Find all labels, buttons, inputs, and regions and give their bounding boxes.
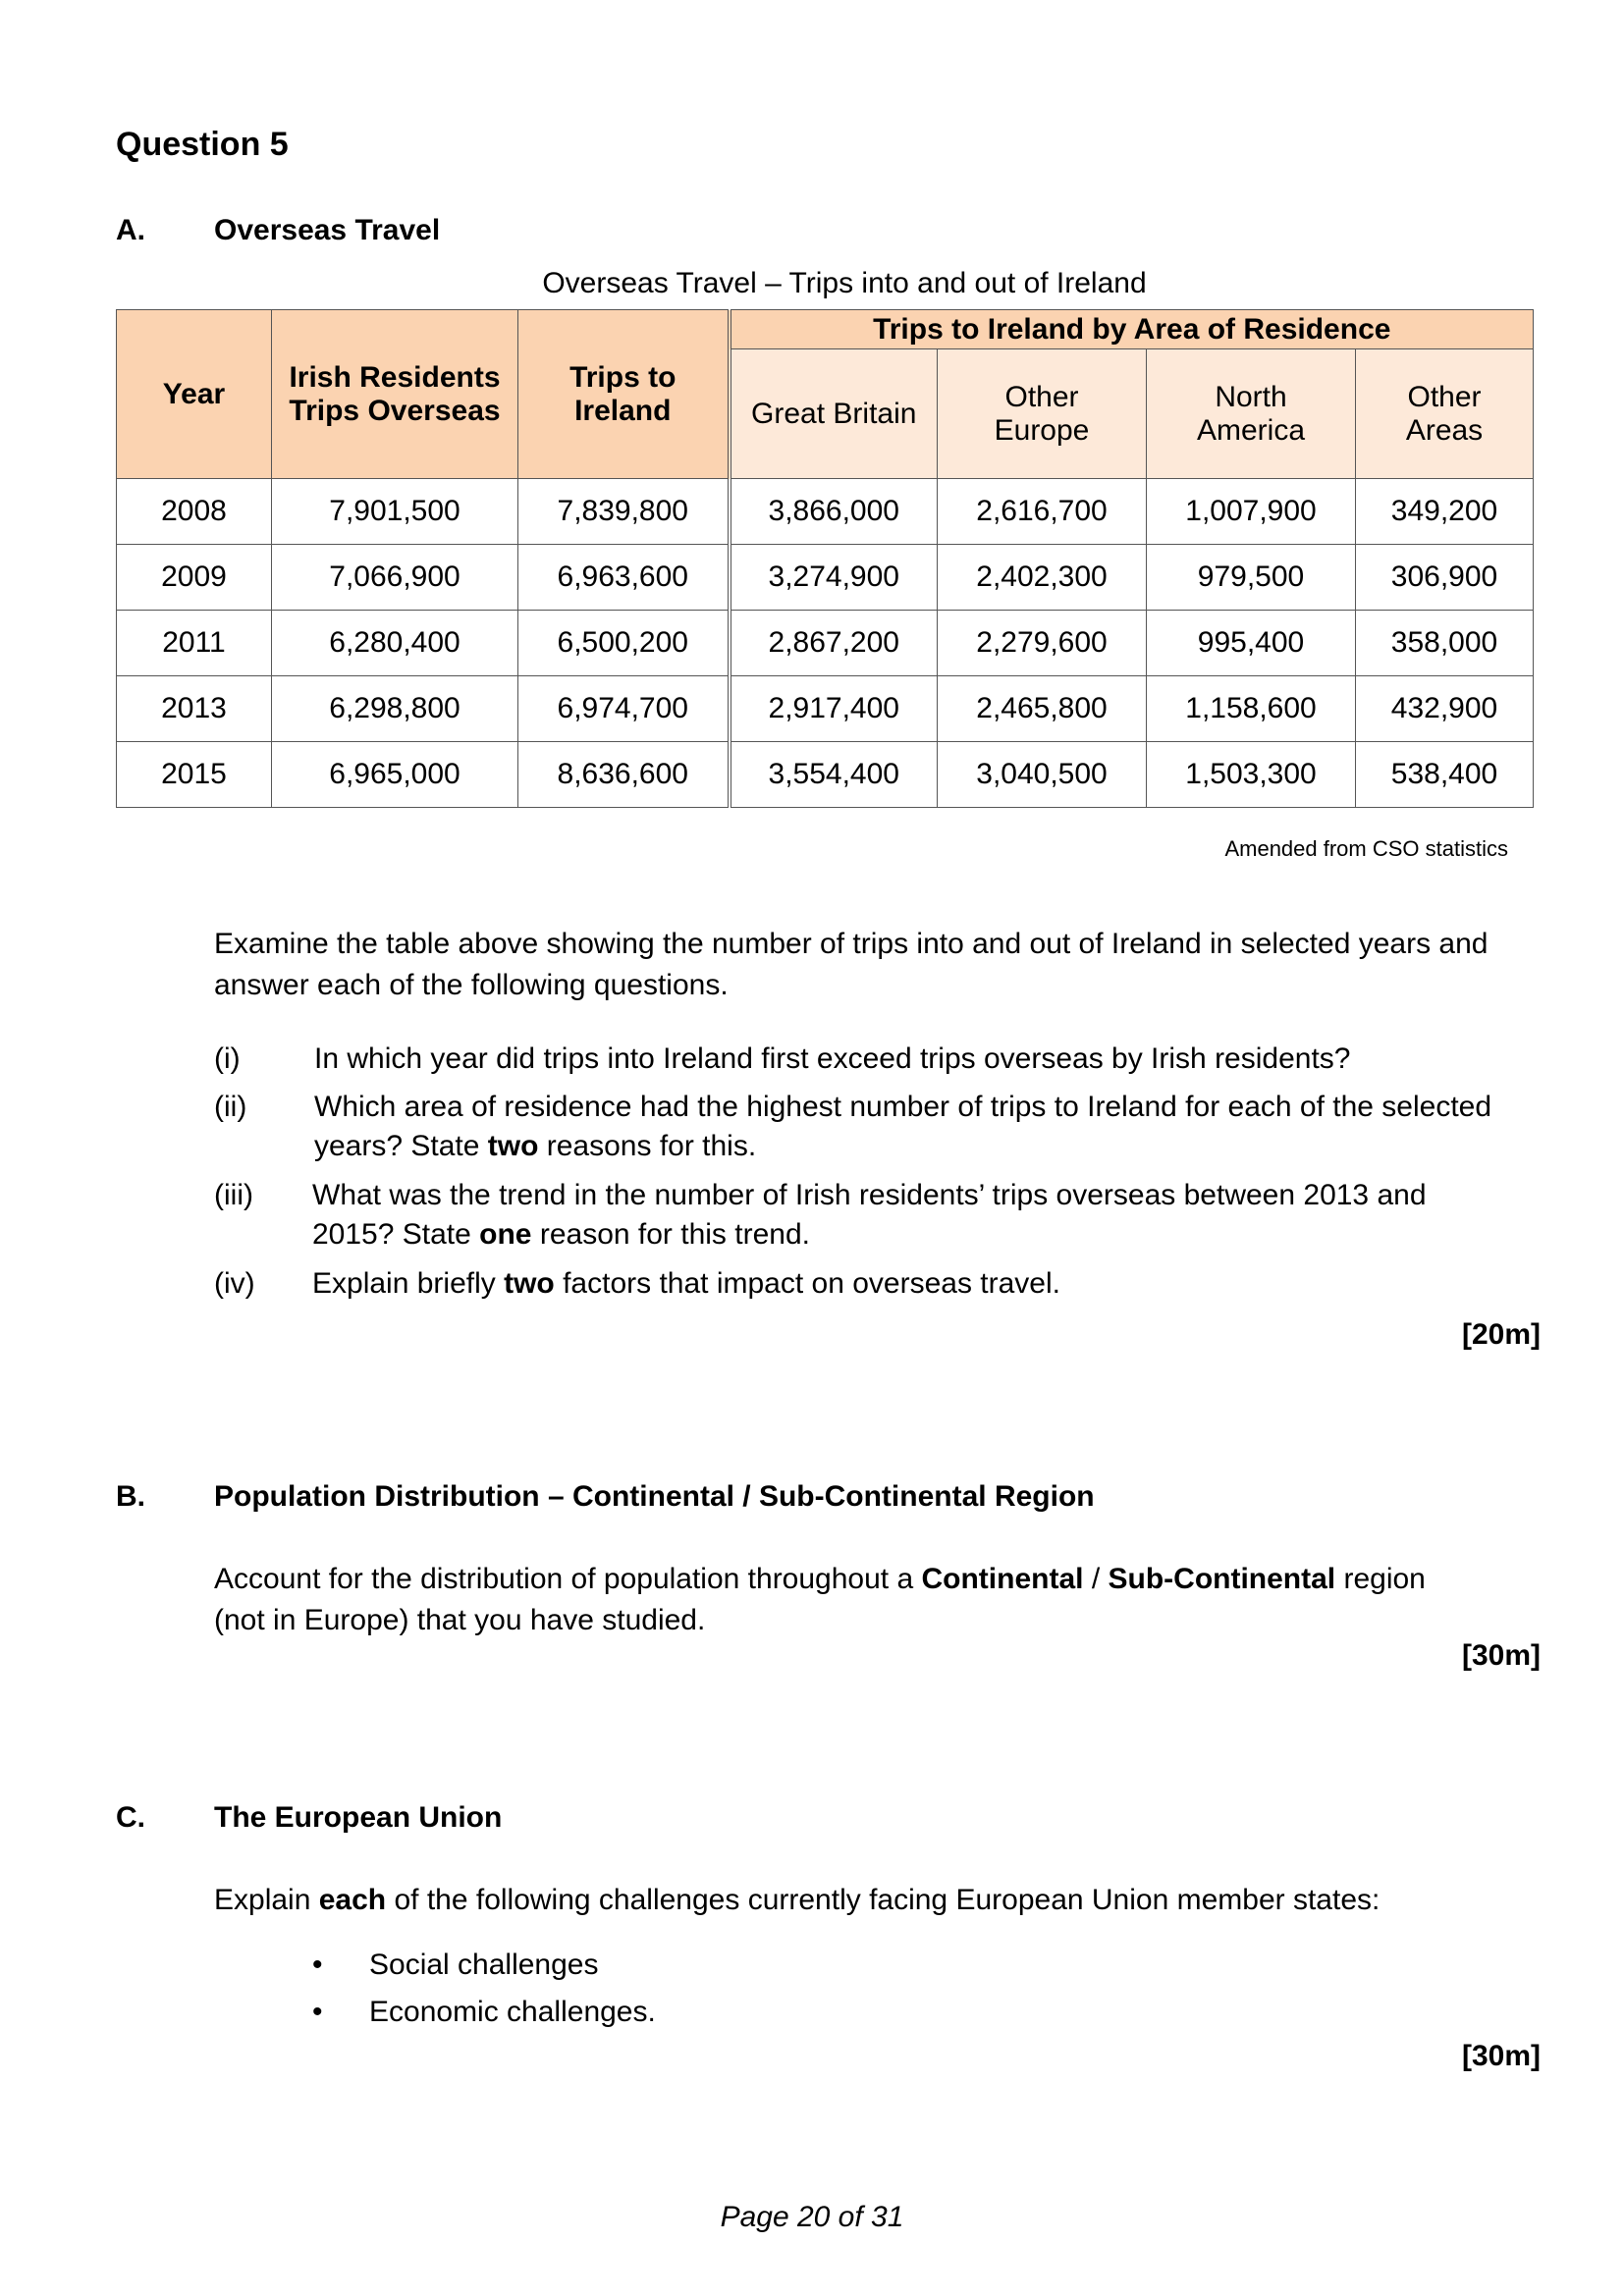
cell-other-europe: 2,279,600 [938, 611, 1147, 676]
section-c-text: Explain each of the following challenges currently facing European Union member states: [214, 1884, 1380, 1916]
section-a-marks: [20m] [1461, 1318, 1541, 1351]
section-c-letter: C. [116, 1801, 145, 1834]
cell-north-america: 1,503,300 [1147, 742, 1356, 808]
cell-north-america: 1,158,600 [1147, 676, 1356, 742]
section-b-text-line-2: (not in Europe) that you have studied. [214, 1604, 706, 1636]
cell-other-areas: 349,200 [1356, 479, 1534, 545]
cell-north-america: 979,500 [1147, 545, 1356, 611]
intro-line-1: Examine the table above showing the number of trips into and out of Ireland in selected years and [214, 928, 1489, 960]
cell-other-europe: 2,402,300 [938, 545, 1147, 611]
cell-other-areas: 432,900 [1356, 676, 1534, 742]
cell-other-areas: 306,900 [1356, 545, 1534, 611]
bullet-item: Economic challenges. [369, 1996, 656, 2028]
table-source-note: Amended from CSO statistics [1224, 836, 1508, 861]
cell-trips-to-ireland: 7,839,800 [518, 479, 730, 545]
cell-other-areas: 358,000 [1356, 611, 1534, 676]
question-text: In which year did trips into Ireland first exceed trips overseas by Irish residents? [314, 1042, 1351, 1075]
header-other-europe: Other Europe [938, 349, 1147, 479]
header-great-britain: Great Britain [730, 349, 938, 479]
section-c-marks: [30m] [1461, 2040, 1541, 2072]
cell-great-britain: 3,554,400 [730, 742, 938, 808]
section-a-letter: A. [116, 214, 145, 246]
section-a-title: Overseas Travel [214, 214, 441, 246]
bullet-icon: • [312, 1996, 323, 2028]
question-number: (iii) [214, 1179, 253, 1211]
cell-great-britain: 3,866,000 [730, 479, 938, 545]
question-text: What was the trend in the number of Irish residents’ trips overseas between 2013 and [312, 1179, 1427, 1211]
bullet-icon: • [312, 1949, 323, 1981]
cell-trips-to-ireland: 8,636,600 [518, 742, 730, 808]
table-row [117, 676, 1534, 742]
intro-line-2: answer each of the following questions. [214, 969, 729, 1001]
bullet-item: Social challenges [369, 1949, 599, 1981]
question-text: Which area of residence had the highest number of trips to Ireland for each of the selected [314, 1091, 1492, 1123]
cell-other-europe: 3,040,500 [938, 742, 1147, 808]
cell-other-europe: 2,616,700 [938, 479, 1147, 545]
cell-trips-to-ireland: 6,963,600 [518, 545, 730, 611]
table-row [117, 611, 1534, 676]
cell-trips-to-ireland: 6,500,200 [518, 611, 730, 676]
question-number: (i) [214, 1042, 241, 1075]
question-number: (ii) [214, 1091, 247, 1123]
cell-year: 2015 [117, 742, 272, 808]
section-b-marks: [30m] [1461, 1639, 1541, 1672]
question-text-line-2: years? State two reasons for this. [314, 1130, 757, 1162]
cell-year: 2011 [117, 611, 272, 676]
header-trips-to-ireland: Trips to Ireland [518, 310, 730, 479]
cell-irish-residents: 7,901,500 [272, 479, 518, 545]
question-number: (iv) [214, 1267, 255, 1300]
page-footer: Page 20 of 31 [720, 2201, 904, 2233]
section-b-text-line-1: Account for the distribution of population throughout a Continental / Sub-Continental region [214, 1563, 1426, 1595]
table-caption: Overseas Travel – Trips into and out of Ireland [542, 267, 1147, 299]
cell-great-britain: 2,917,400 [730, 676, 938, 742]
travel-table [116, 309, 1534, 808]
cell-year: 2008 [117, 479, 272, 545]
cell-trips-to-ireland: 6,974,700 [518, 676, 730, 742]
cell-other-areas: 538,400 [1356, 742, 1534, 808]
cell-year: 2013 [117, 676, 272, 742]
cell-north-america: 995,400 [1147, 611, 1356, 676]
cell-great-britain: 3,274,900 [730, 545, 938, 611]
header-irish-residents: Irish Residents Trips Overseas [272, 310, 518, 479]
question-title: Question 5 [116, 126, 289, 163]
cell-north-america: 1,007,900 [1147, 479, 1356, 545]
cell-irish-residents: 6,280,400 [272, 611, 518, 676]
cell-year: 2009 [117, 545, 272, 611]
cell-other-europe: 2,465,800 [938, 676, 1147, 742]
cell-great-britain: 2,867,200 [730, 611, 938, 676]
cell-irish-residents: 6,298,800 [272, 676, 518, 742]
table-row [117, 742, 1534, 808]
table-row [117, 479, 1534, 545]
header-area-of-residence: Trips to Ireland by Area of Residence [730, 310, 1534, 349]
table-row [117, 545, 1534, 611]
header-other-areas: Other Areas [1356, 349, 1534, 479]
cell-irish-residents: 7,066,900 [272, 545, 518, 611]
cell-irish-residents: 6,965,000 [272, 742, 518, 808]
header-year: Year [117, 310, 272, 479]
question-text-line-2: 2015? State one reason for this trend. [312, 1218, 810, 1251]
section-b-title: Population Distribution – Continental / Sub-Continental Region [214, 1480, 1095, 1513]
section-b-letter: B. [116, 1480, 145, 1513]
section-c-title: The European Union [214, 1801, 503, 1834]
question-text: Explain briefly two factors that impact on overseas travel. [312, 1267, 1060, 1300]
header-north-america: North America [1147, 349, 1356, 479]
